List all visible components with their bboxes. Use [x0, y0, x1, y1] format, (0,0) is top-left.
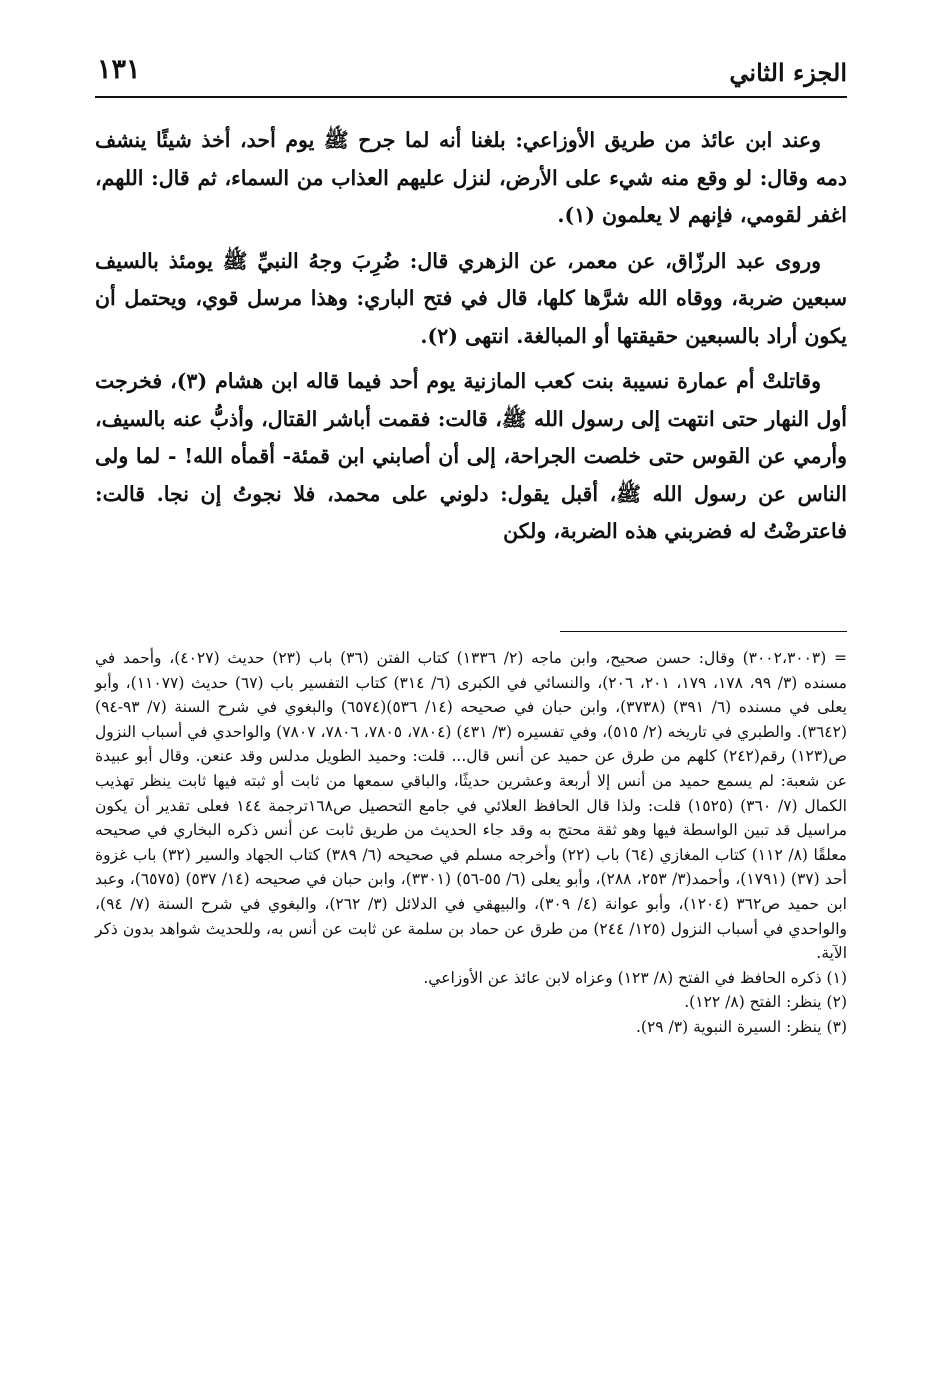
footnote-1: (١) ذكره الحافظ في الفتح (٨/ ١٢٣) وعزاه لابن عائذ عن الأوزاعي.	[423, 968, 847, 987]
paragraph: وقاتلتْ أم عمارة نسيبة بنت كعب المازنية يوم أحد فيما قاله ابن هشام (٣)، فخرجت أول النهار حتى انتهت إلى رسول الله ﷺ، قالت: فقمت أباشر القتال، وأذبُّ عنه بالسيف، وأرمي عن القوس حتى خلصت الجراحة، إلى أن أصابني ابن قمئة- أقمأه الله! - لما ولى الناس عن رسول الله ﷺ، أقبل يقول: دلوني على محمد، فلا نجوتُ إن نجا. قالت: فاعترضْتُ له فضربني هذه الضربة، ولكن	[95, 369, 847, 543]
paragraph: وعند ابن عائذ من طريق الأوزاعي: بلغنا أنه لما جرح ﷺ يوم أحد، أخذ شيئًا ينشف دمه وقال: لو وقع منه شيء على الأرض، لنزل عليهم العذاب من السماء، ثم قال: اللهم، اغفر لقومي، فإنهم لا يعلمون (١).	[95, 128, 847, 227]
running-header	[95, 54, 847, 92]
footnote-separator	[560, 631, 847, 632]
paragraph: وروى عبد الرزّاق، عن معمر، عن الزهري قال: ضُرِبَ وجهُ النبيِّ ﷺ يومئذ بالسيف سبعين ضربة، ووقاه الله شرَّها كلها، قال في فتح الباري: وهذا مرسل قوي، ويحتمل أن يكون أراد بالسبعين حقيقتها أو المبالغة. انتهى (٢).	[95, 248, 847, 348]
footnote-3: (٣) ينظر: السيرة النبوية (٣/ ٢٩).	[635, 1017, 847, 1036]
header-rule	[95, 96, 847, 98]
footnote-2: (٢) ينظر: الفتح (٨/ ١٢٢).	[684, 993, 847, 1012]
page-number: ١٣١	[97, 54, 141, 85]
footnote-continuation: = (٣٠٠٢،٣٠٠٣) وقال: حسن صحيح، وابن ماجه (٢/ ١٣٣٦) كتاب الفتن (٣٦) باب (٢٣) حديث (٤٠٢٧)، وأحمد في مسنده (٣/ ٩٩، ١٧٨، ١٧٩، ٢٠١، ٢٠٦)، والنسائي في الكبرى (٦/ ٣١٤) كتاب التفسير باب (٦٧) حديث (١١٠٧٧)، وأبو يعلى في مسنده (٦/ ٣٩١) (٣٧٣٨)، وابن حبان في صحيحه (١٤/ ٥٣٦)(٦٥٧٤) والبغوي في شرح السنة (٧/ ٩٣-٩٤) (٣٦٤٢). والطبري في تاريخه (٢/ ٥١٥)، وفي تفسيره (٣/ ٤٣١) (٧٨٠٤، ٧٨٠٥، ٧٨٠٦، ٧٨٠٧) والواحدي في أسباب النزول ص(١٢٣) رقم(٢٤٢) كلهم من طرق عن حميد عن أنس قال... قلت: وحميد الطويل مدلس وقد عنعن. وقال أبو عبيدة عن شعبة: لم يسمع حميد من أنس إلا أربعة وعشرين حديثًا، والباقي سمعها من ثابت أو ثبته فيها ثابت ينظر تهذيب الكمال (٧/ ٣٦٠) (١٥٢٥) قلت: ولذا قال الحافظ العلائي في جامع التحصيل ص١٦٨ترجمة ١٤٤ فعلى تقدير أن يكون مراسيل قد تبين الواسطة فيها وهو ثقة محتج به وقد جاء الحديث من طريق ثابت عن أنس ذكره البخاري في صحيحه معلقًا (٨/ ١١٢) كتاب المغازي (٦٤) باب (٢٢) وأخرجه مسلم في صحيحه (٦/ ٣٨٩) كتاب الجهاد والسير (٣٢) باب غزوة أحد (٣٧) (١٧٩١)، وأحمد(٣/ ٢٥٣، ٢٨٨)، وأبو يعلى (٦/ ٥٥-٥٦) (٣٣٠١)، وابن حبان في صحيحه (١٤/ ٥٣٧) (٦٥٧٥)، وعبد ابن حميد ص٣٦٢ (١٢٠٤)، وأبو عوانة (٤/ ٣٠٩)، والبيهقي في الدلائل (٣/ ٢٦٢)، والبغوي في شرح السنة (٧/ ٩٤)، والواحدي في أسباب النزول (١٢٥/ ٢٤٤) من طرق عن حماد بن سلمة عن ثابت عن أنس به، وللحديث شواهد بدون ذكر الآية.	[95, 649, 848, 963]
footnotes	[95, 646, 847, 1040]
main-text	[95, 122, 847, 559]
part-title: الجزء الثاني	[729, 58, 847, 87]
